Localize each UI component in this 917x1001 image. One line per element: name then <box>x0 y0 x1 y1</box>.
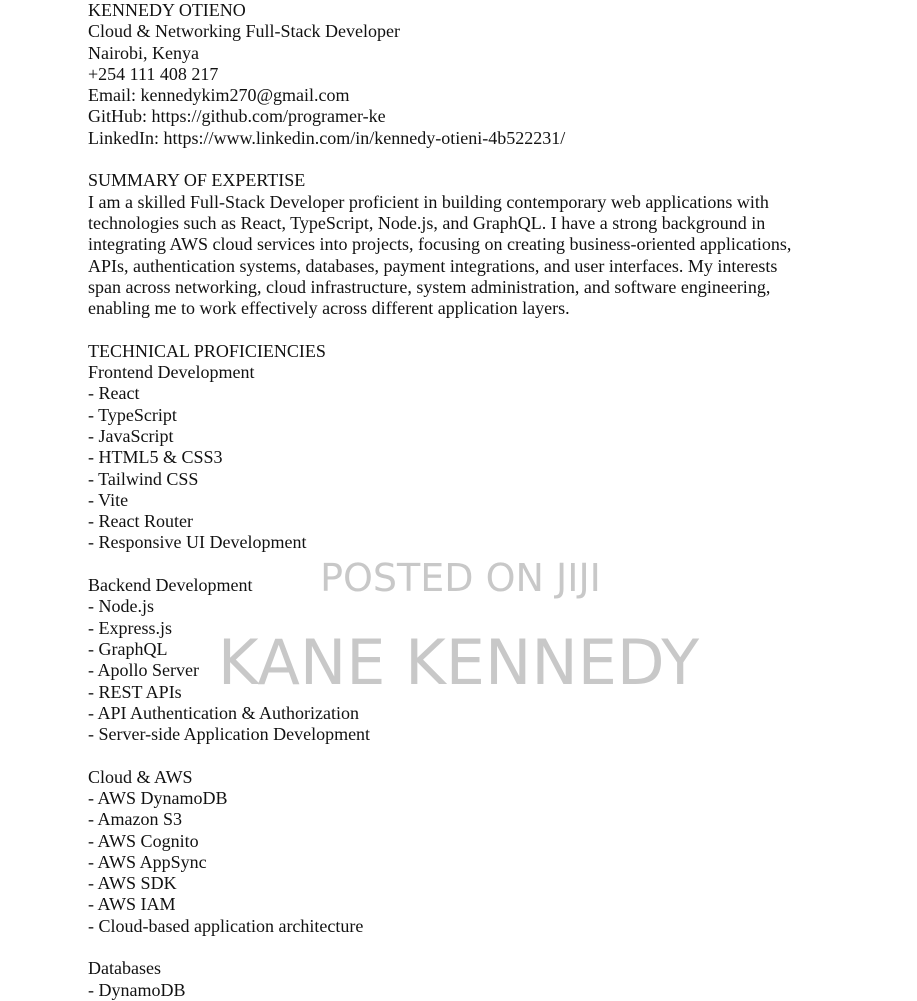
list-item: - API Authentication & Authorization <box>88 702 359 723</box>
summary-line: technologies such as React, TypeScript, Node.js, and GraphQL. I have a strong background in <box>88 212 766 233</box>
spacer <box>88 937 828 958</box>
list-item: - Node.js <box>88 596 154 617</box>
list-item: - AWS DynamoDB <box>88 787 228 808</box>
list-item: - Server-side Application Development <box>88 724 371 745</box>
candidate-name: KENNEDY OTIENO <box>88 0 246 20</box>
candidate-linkedin: LinkedIn: https://www.linkedin.com/in/kennedy-otieni-4b522231/ <box>88 127 566 148</box>
list-item: - AWS AppSync <box>88 851 207 872</box>
list-item: - TypeScript <box>88 404 177 425</box>
list-item: - Apollo Server <box>88 660 199 681</box>
list-item: - React Router <box>88 511 193 532</box>
list-item: - React <box>88 383 140 404</box>
databases-heading: Databases <box>88 958 161 979</box>
cloud-heading: Cloud & AWS <box>88 766 193 787</box>
candidate-location: Nairobi, Kenya <box>88 42 199 63</box>
list-item: - GraphQL <box>88 638 168 659</box>
spacer <box>88 149 828 170</box>
list-item: - AWS SDK <box>88 873 177 894</box>
frontend-heading: Frontend Development <box>88 362 255 383</box>
summary-line: span across networking, cloud infrastructure, system administration, and software engineering, <box>88 276 771 297</box>
candidate-email: Email: kennedykim270@gmail.com <box>88 85 350 106</box>
summary-line: I am a skilled Full-Stack Developer proficient in building contemporary web applications with <box>88 191 769 212</box>
list-item: - Vite <box>88 489 129 510</box>
proficiencies-heading: TECHNICAL PROFICIENCIES <box>88 340 326 361</box>
watermark-name: KANE KENNEDY <box>217 626 700 699</box>
candidate-github: GitHub: https://github.com/programer-ke <box>88 106 386 127</box>
spacer <box>88 745 828 766</box>
backend-heading: Backend Development <box>88 575 253 596</box>
summary-heading: SUMMARY OF EXPERTISE <box>88 170 306 191</box>
list-item: - DynamoDB <box>88 979 186 1000</box>
list-item: - Tailwind CSS <box>88 468 199 489</box>
list-item: - Express.js <box>88 617 172 638</box>
candidate-title: Cloud & Networking Full-Stack Developer <box>88 21 400 42</box>
list-item: - AWS Cognito <box>88 830 199 851</box>
list-item: - Amazon S3 <box>88 809 182 830</box>
summary-line: integrating AWS cloud services into projects, focusing on creating business-oriented applications, <box>88 234 792 255</box>
list-item: - Cloud-based application architecture <box>88 915 364 936</box>
list-item: - HTML5 & CSS3 <box>88 447 223 468</box>
list-item: - JavaScript <box>88 425 174 446</box>
summary-line: enabling me to work effectively across different application layers. <box>88 298 570 319</box>
watermark-posted-on: POSTED ON JIJI <box>320 556 601 600</box>
list-item: - AWS IAM <box>88 894 176 915</box>
spacer <box>88 319 828 340</box>
resume-document <box>88 0 828 1001</box>
list-item: - REST APIs <box>88 681 182 702</box>
summary-line: APIs, authentication systems, databases, payment integrations, and user interfaces. My interests <box>88 255 778 276</box>
list-item: - Responsive UI Development <box>88 532 307 553</box>
candidate-phone: +254 111 408 217 <box>88 63 219 84</box>
spacer <box>88 554 828 575</box>
